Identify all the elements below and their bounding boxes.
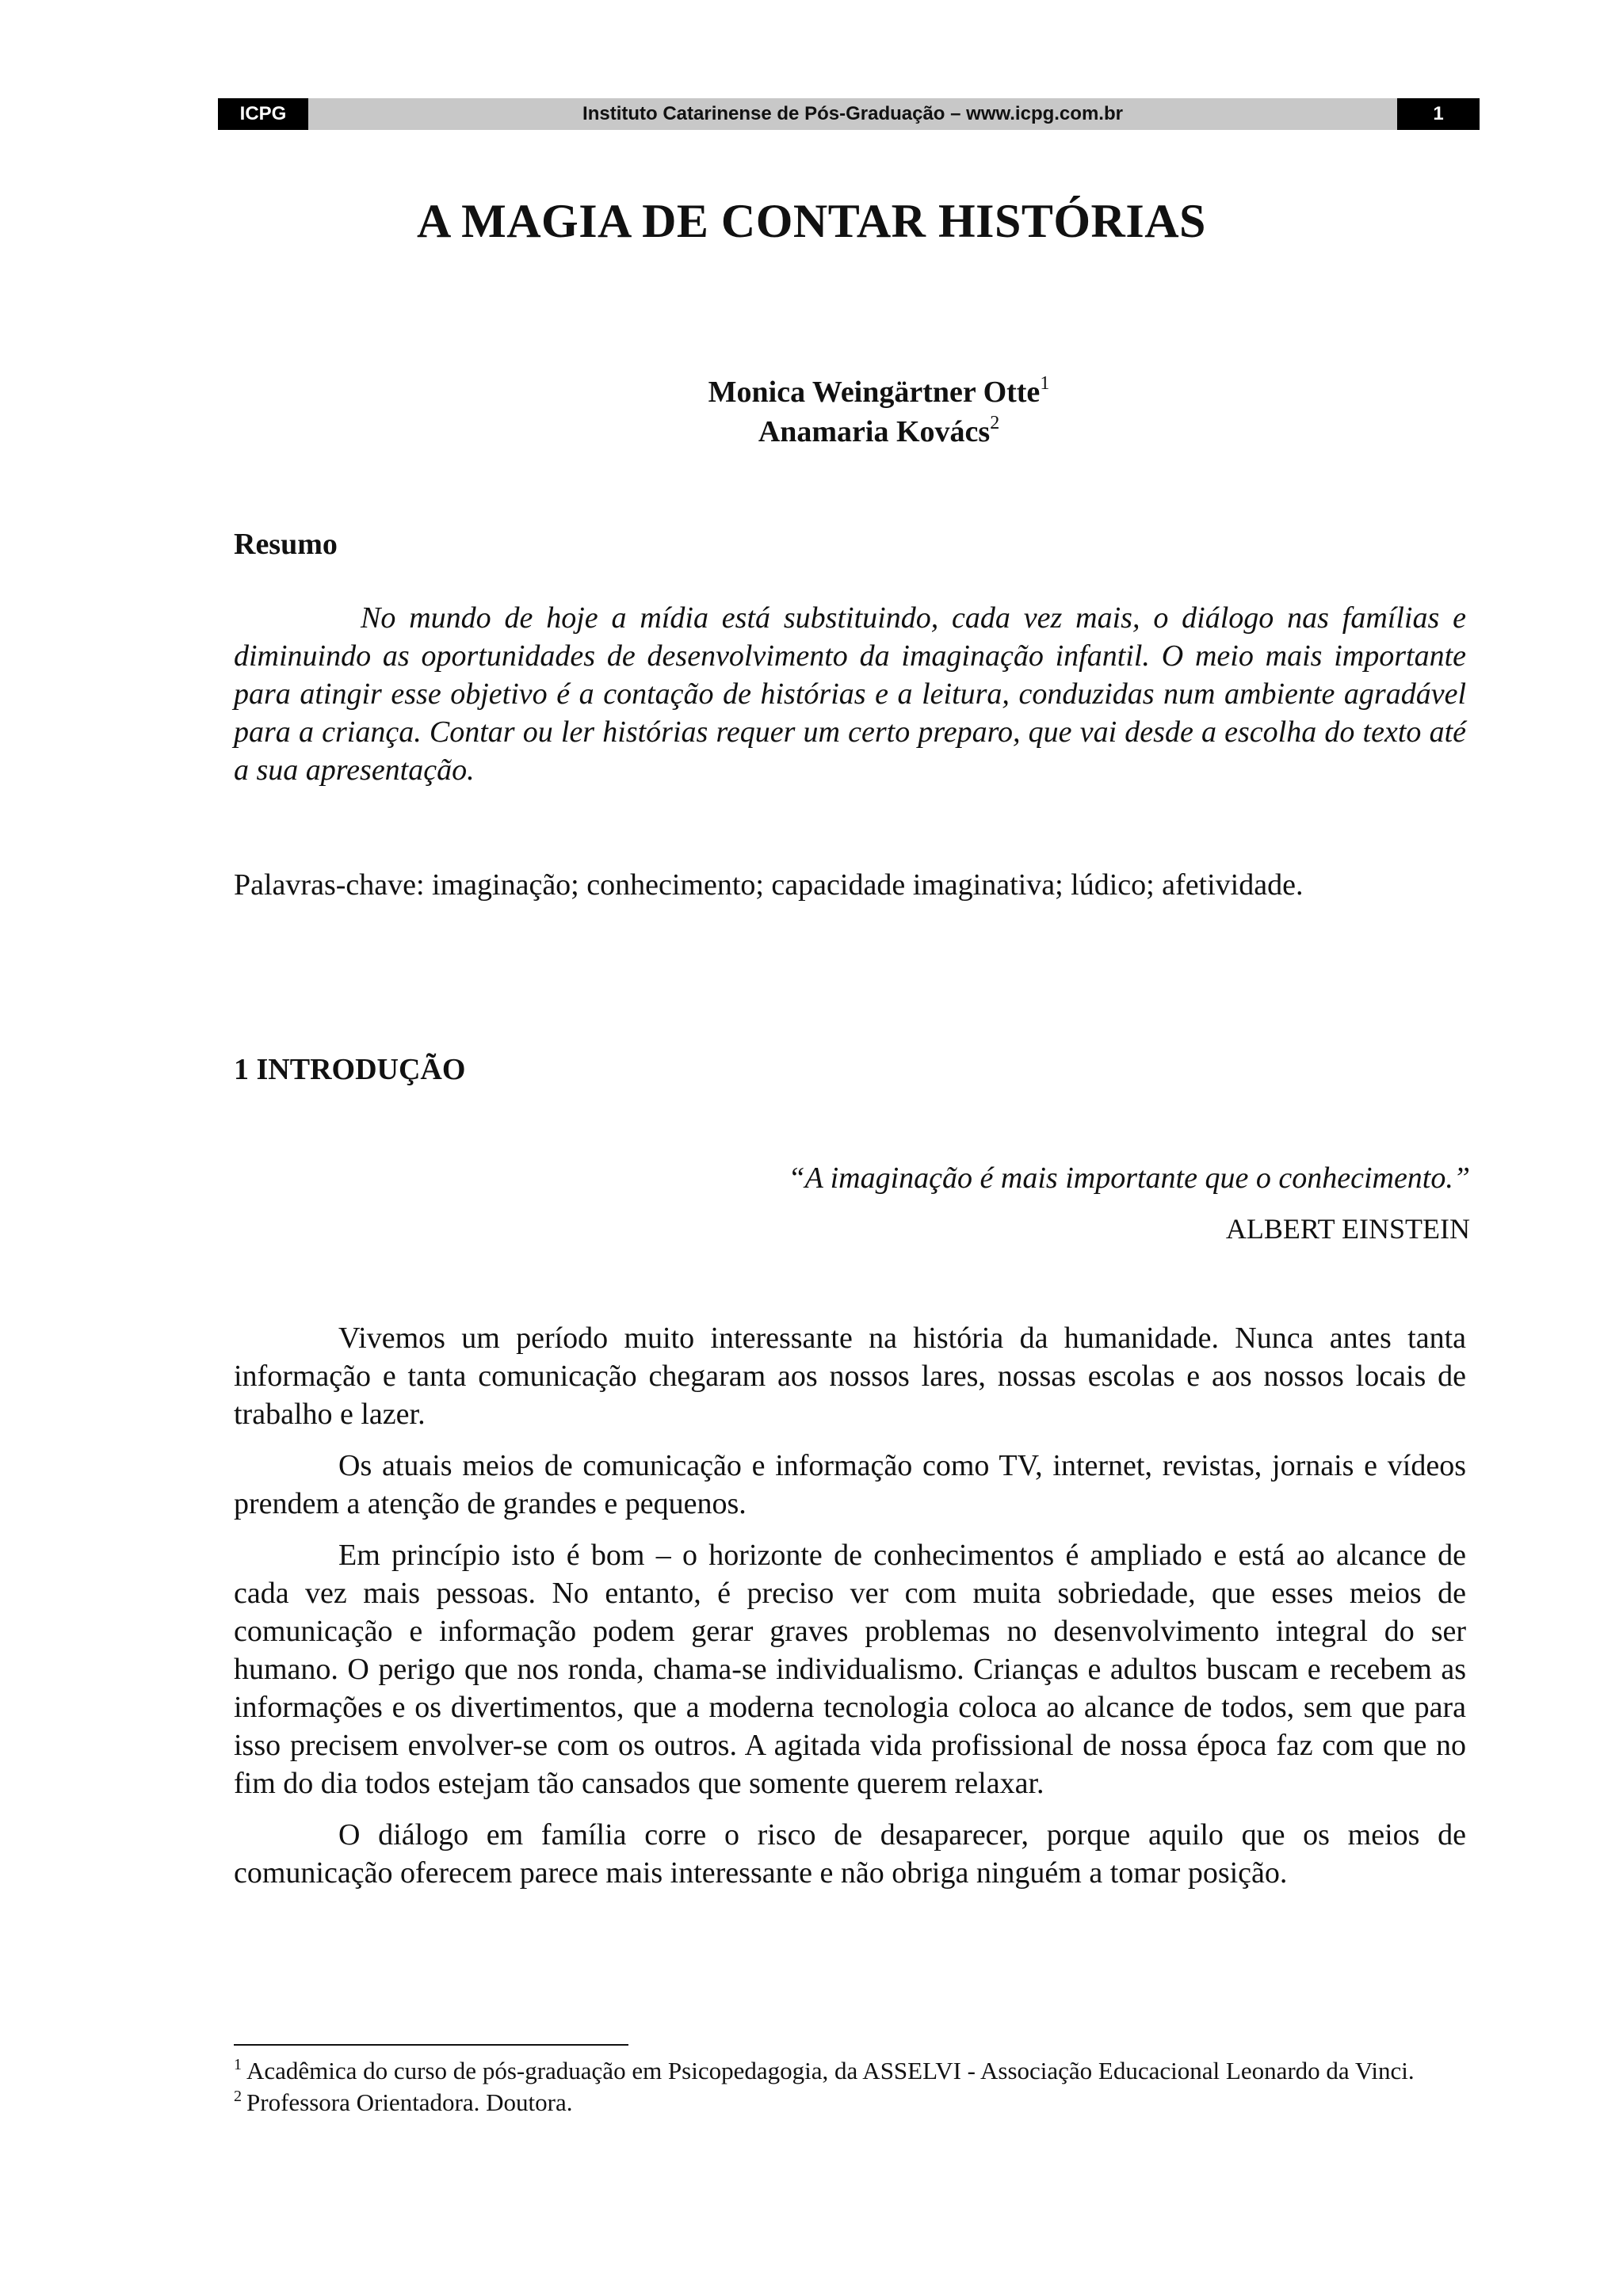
author-2 — [135, 412, 1623, 452]
footnote-1 — [234, 2055, 1466, 2087]
body-paragraph: O diálogo em família corre o risco de desaparecer, porque aquilo que os meios de comunicação oferecem parece mais interessante e não obriga ninguém a tomar posição. — [234, 1818, 1466, 1890]
section-heading: 1 INTRODUÇÃO — [234, 1053, 466, 1086]
header-page-number: 1 — [1397, 98, 1480, 130]
body-paragraph: Vivemos um período muito interessante na história da humanidade. Nunca antes tanta informação e tanta comunicação chegaram aos nossos lares, nossas escolas e aos nossos locais de trabalho e lazer. — [234, 1322, 1466, 1431]
epigraph-quote: “A imaginação é mais importante que o conhecimento.” — [788, 1161, 1470, 1195]
footnotes — [234, 2055, 1466, 2119]
abstract-heading: Resumo — [234, 528, 338, 561]
author-name: Anamaria Kovács — [758, 415, 991, 448]
section-body — [234, 1319, 1466, 1905]
body-paragraph: Em princípio isto é bom – o horizonte de conhecimentos é ampliado e está ao alcance de cada vez mais pessoas. No entanto, é preciso ver com muita sobriedade, que esses meios de comunicação e informação podem gerar graves problemas no desenvolvimento integral do ser humano. O perigo que nos ronda, chama-se individualismo. Crianças e adultos buscam e recebem as informações e os divertimentos, que a moderna tecnologia coloca ao alcance de todos, sem que para isso precisem envolver-se com os outros. A agitada vida profissional de nossa época faz com que no fim do dia todos estejam tão cansados que somente querem relaxar. — [234, 1539, 1466, 1800]
footnote-text: Professora Orientadora. Doutora. — [246, 2088, 573, 2116]
author-name: Monica Weingärtner Otte — [708, 376, 1041, 409]
footnote-text: Acadêmica do curso de pós-graduação em Psicopedagogia, da ASSELVI - Associação Educacional Leonardo da Vinci. — [246, 2057, 1415, 2084]
header-institute-abbrev: ICPG — [218, 98, 308, 130]
author-1 — [135, 372, 1623, 412]
body-paragraph: Os atuais meios de comunicação e informação como TV, internet, revistas, jornais e vídeos prendem a atenção de grandes e pequenos. — [234, 1449, 1466, 1520]
abstract-text: No mundo de hoje a mídia está substituindo, cada vez mais, o diálogo nas famílias e diminuindo as oportunidades de desenvolvimento da imaginação infantil. O meio mais importante para atingir esse objetivo é a contação de histórias e a leitura, conduzidas num ambiente agradável para a criança. Contar ou ler histórias requer um certo preparo, que vai desde a escolha do texto até a sua apresentação. — [234, 601, 1466, 787]
footnote-2 — [234, 2087, 1466, 2119]
epigraph-author: ALBERT EINSTEIN — [1225, 1213, 1470, 1245]
footnote-separator — [234, 2044, 628, 2046]
author-footnote-mark: 1 — [1040, 373, 1050, 394]
running-header — [218, 98, 1480, 130]
author-footnote-mark: 2 — [990, 413, 1000, 433]
paper-title: A MAGIA DE CONTAR HISTÓRIAS — [417, 195, 1206, 247]
footnote-mark: 2 — [234, 2088, 242, 2105]
header-institute-name: Instituto Catarinense de Pós-Graduação – www.icpg.com.br — [582, 103, 1123, 124]
footnote-mark: 1 — [234, 2056, 242, 2073]
keywords: Palavras-chave: imaginação; conhecimento; capacidade imaginativa; lúdico; afetividade. — [234, 868, 1304, 902]
author-list — [0, 372, 1623, 452]
